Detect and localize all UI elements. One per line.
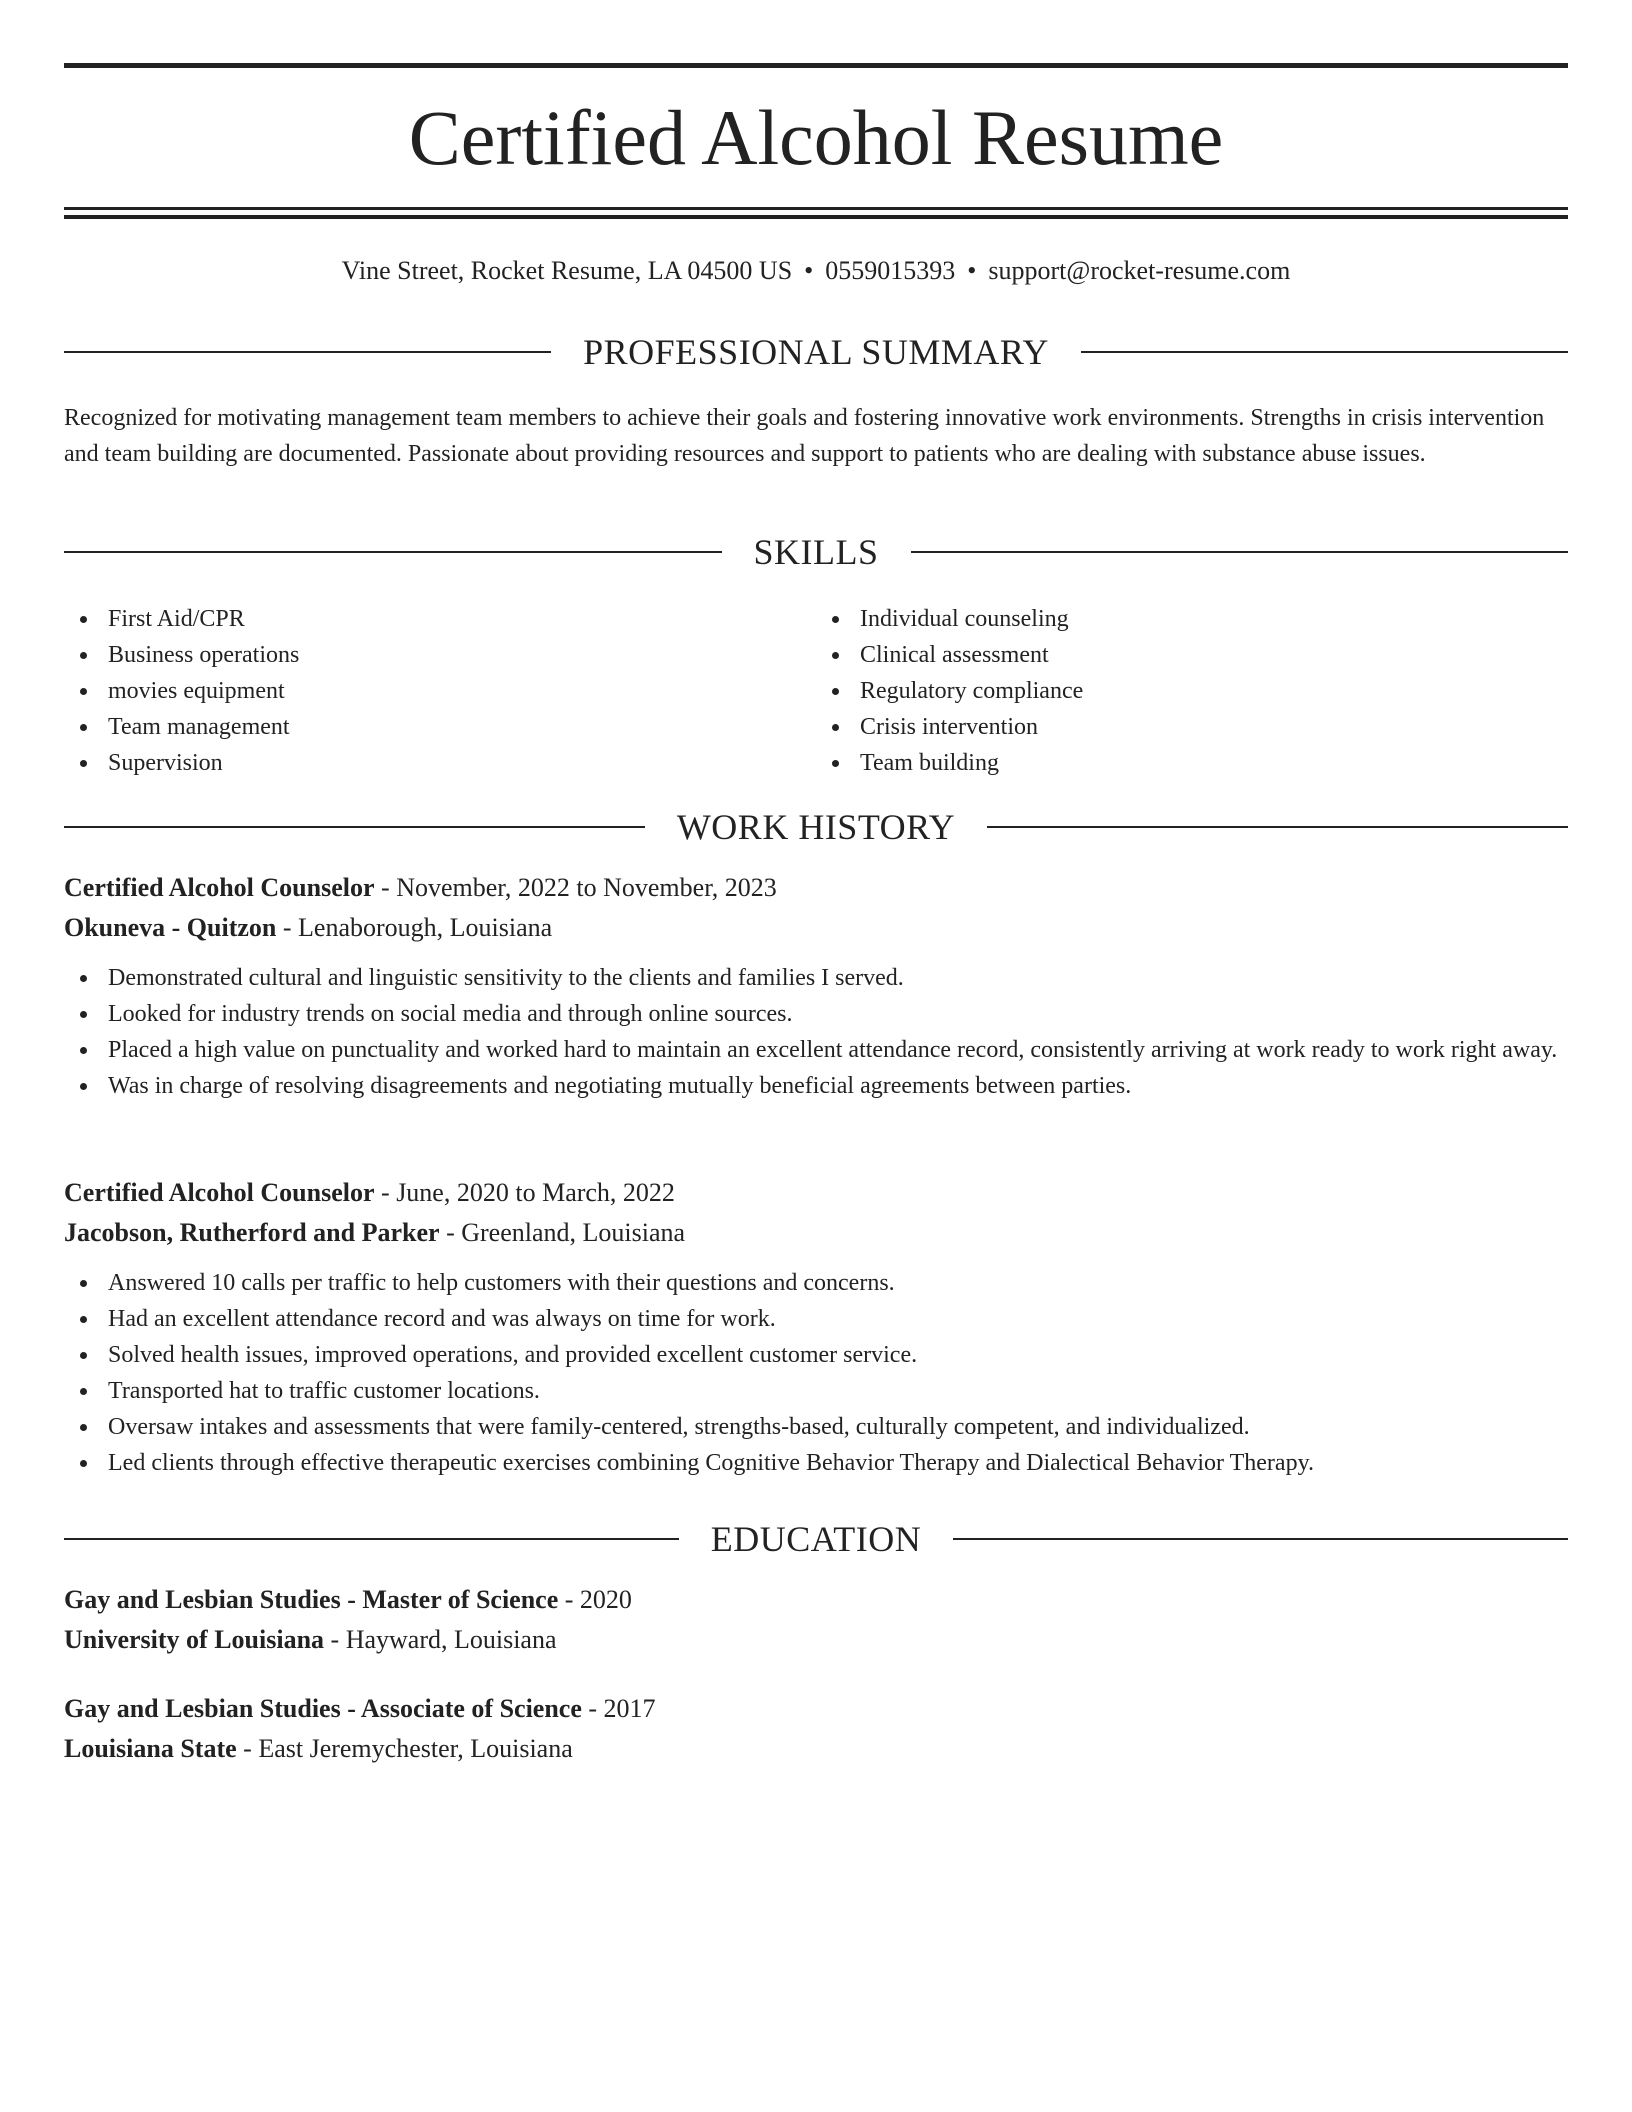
section-education-header bbox=[64, 1514, 1568, 1564]
education-school: Louisiana State bbox=[64, 1734, 237, 1763]
education-school-line bbox=[64, 1729, 1568, 1769]
section-education-title: EDUCATION bbox=[710, 1519, 922, 1559]
skill-item: Team management bbox=[64, 709, 816, 745]
skill-item: Team building bbox=[816, 745, 1568, 781]
section-work-title: WORK HISTORY bbox=[676, 807, 956, 847]
page-title: Certified Alcohol Resume bbox=[408, 94, 1224, 181]
section-summary-title: PROFESSIONAL SUMMARY bbox=[583, 332, 1049, 372]
contact-line bbox=[64, 253, 1568, 289]
education-year: - 2020 bbox=[558, 1585, 632, 1614]
job-bullet: Looked for industry trends on social media and through online sources. bbox=[64, 996, 1568, 1032]
education-degree-line bbox=[64, 1689, 1568, 1729]
section-rule-left bbox=[64, 551, 722, 553]
skill-item: Crisis intervention bbox=[816, 709, 1568, 745]
skills-column-right bbox=[816, 601, 1568, 781]
title-rule-lower bbox=[64, 215, 1568, 219]
education-entry bbox=[64, 1689, 1568, 1769]
skills-column-left bbox=[64, 601, 816, 781]
job-company-line bbox=[64, 1213, 1568, 1253]
section-summary-header bbox=[64, 327, 1568, 377]
skill-item: Regulatory compliance bbox=[816, 673, 1568, 709]
job-bullet: Transported hat to traffic customer locations. bbox=[64, 1373, 1568, 1409]
summary-text: Recognized for motivating management team members to achieve their goals and fostering innovative work environments. Strengths in crisis intervention and team building are documented. Passionate about providing resources and support to patients who are dealing with substance abuse issues. bbox=[64, 405, 1545, 467]
skill-item: Supervision bbox=[64, 745, 816, 781]
education-degree: Gay and Lesbian Studies - Associate of Science bbox=[64, 1694, 582, 1723]
education-entry bbox=[64, 1580, 1568, 1660]
education-location: - East Jeremychester, Louisiana bbox=[236, 1734, 573, 1763]
section-skills-title: SKILLS bbox=[753, 532, 879, 572]
job-bullet: Was in charge of resolving disagreements and negotiating mutually beneficial agreements between parties. bbox=[64, 1068, 1568, 1104]
job-title-line bbox=[64, 868, 1568, 908]
job-dates: - November, 2022 to November, 2023 bbox=[374, 873, 777, 902]
job-company: Jacobson, Rutherford and Parker bbox=[64, 1218, 440, 1247]
job-company: Okuneva - Quitzon bbox=[64, 913, 277, 942]
section-rule-left bbox=[64, 351, 551, 353]
skill-item: First Aid/CPR bbox=[64, 601, 816, 637]
skill-item: Clinical assessment bbox=[816, 637, 1568, 673]
job-bullet: Led clients through effective therapeutic exercises combining Cognitive Behavior Therapy and Dialectical Behavior Therapy. bbox=[64, 1445, 1568, 1481]
job-bullet: Placed a high value on punctuality and worked hard to maintain an excellent attendance record, consistently arriving at work ready to work right away. bbox=[64, 1032, 1568, 1068]
section-rule-right bbox=[987, 826, 1568, 828]
skill-item: Business operations bbox=[64, 637, 816, 673]
section-rule-right bbox=[1081, 351, 1568, 353]
education-year: - 2017 bbox=[581, 1694, 656, 1723]
education-school-line bbox=[64, 1620, 1568, 1660]
job-bullets bbox=[64, 960, 1568, 1104]
job-entry bbox=[64, 1173, 1568, 1481]
contact-email: support@rocket-resume.com bbox=[988, 256, 1291, 285]
top-rule bbox=[64, 63, 1568, 68]
skill-item: Individual counseling bbox=[816, 601, 1568, 637]
section-rule-right bbox=[953, 1538, 1568, 1540]
section-skills-header bbox=[64, 527, 1568, 577]
job-title-line bbox=[64, 1173, 1568, 1213]
job-company-line bbox=[64, 908, 1568, 948]
job-bullet: Had an excellent attendance record and was always on time for work. bbox=[64, 1301, 1568, 1337]
job-bullet: Answered 10 calls per traffic to help customers with their questions and concerns. bbox=[64, 1265, 1568, 1301]
contact-separator: • bbox=[967, 256, 977, 285]
job-bullet: Oversaw intakes and assessments that were family-centered, strengths-based, culturally competent, and individualized. bbox=[64, 1409, 1568, 1445]
contact-separator: • bbox=[804, 256, 814, 285]
job-dates: - June, 2020 to March, 2022 bbox=[374, 1178, 675, 1207]
job-location: - Lenaborough, Louisiana bbox=[276, 913, 553, 942]
job-location: - Greenland, Louisiana bbox=[439, 1218, 686, 1247]
job-title: Certified Alcohol Counselor bbox=[64, 1178, 375, 1207]
education-degree-line bbox=[64, 1580, 1568, 1620]
contact-address: Vine Street, Rocket Resume, LA 04500 US bbox=[341, 256, 793, 285]
section-rule-left bbox=[64, 1538, 679, 1540]
job-bullets bbox=[64, 1265, 1568, 1481]
job-title: Certified Alcohol Counselor bbox=[64, 873, 375, 902]
skill-item: movies equipment bbox=[64, 673, 816, 709]
section-rule-left bbox=[64, 826, 645, 828]
job-bullet: Demonstrated cultural and linguistic sensitivity to the clients and families I served. bbox=[64, 960, 1568, 996]
education-location: - Hayward, Louisiana bbox=[324, 1625, 557, 1654]
contact-phone: 0559015393 bbox=[825, 256, 956, 285]
title-rule-upper bbox=[64, 207, 1568, 210]
job-bullet: Solved health issues, improved operations, and provided excellent customer service. bbox=[64, 1337, 1568, 1373]
education-degree: Gay and Lesbian Studies - Master of Science bbox=[64, 1585, 559, 1614]
job-entry bbox=[64, 868, 1568, 1104]
skills-list bbox=[64, 601, 1568, 781]
section-work-header bbox=[64, 802, 1568, 852]
education-school: University of Louisiana bbox=[64, 1625, 325, 1654]
section-rule-right bbox=[911, 551, 1569, 553]
